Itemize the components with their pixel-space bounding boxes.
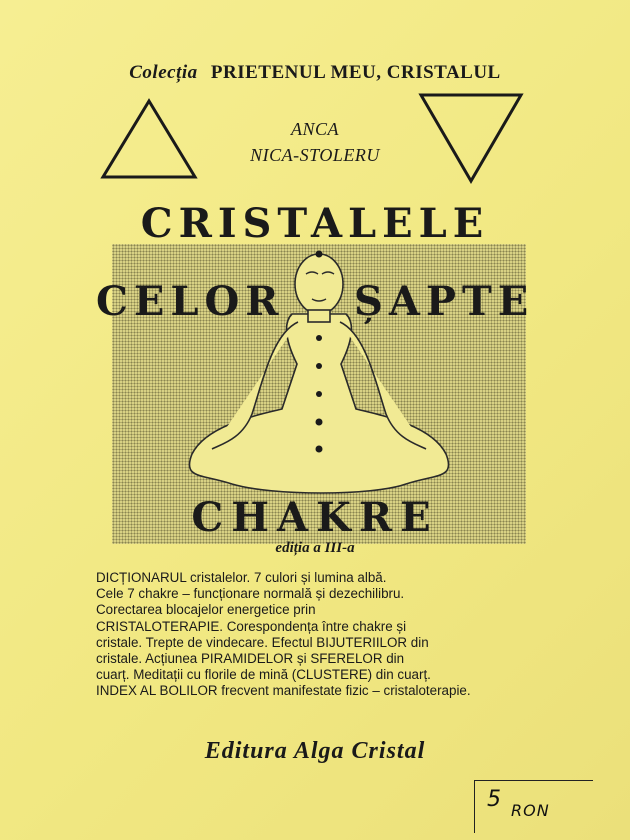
- description-line: INDEX AL BOLILOR frecvent manifestate fizic – cristaloterapie.: [96, 683, 471, 699]
- author-first: ANCA: [290, 119, 339, 139]
- author-name: [0, 116, 630, 168]
- author-last: NICA-STOLERU: [250, 145, 380, 165]
- description-line: Corectarea blocajelor energetice prin: [96, 602, 316, 618]
- title-line-3: CHAKRE: [191, 494, 439, 541]
- title-line-1: CRISTALELE: [140, 200, 490, 247]
- description-line: Cele 7 chakre – funcționare normală și dezechilibru.: [96, 586, 405, 602]
- publisher-name: Editura Alga Cristal: [204, 738, 426, 764]
- series-prefix: Colecția: [129, 62, 198, 83]
- title-word-celor: CELOR: [96, 278, 285, 325]
- description-text: [96, 570, 520, 700]
- description-line: cristale. Trepte de vindecare. Efectul BIJUTERIILOR din: [96, 634, 429, 650]
- description-line: cuarț. Meditații cu florile de mină (CLUSTERE) din cuarț.: [96, 667, 431, 683]
- title-word-sapte: ȘAPTE: [354, 278, 535, 325]
- description-line: CRISTALOTERAPIE. Corespondența între chakre și: [96, 618, 407, 634]
- price-currency: RON: [511, 801, 550, 820]
- series-name: PRIETENUL MEU, CRISTALUL: [210, 62, 501, 83]
- handwritten-price: [474, 780, 593, 833]
- description-line: DICȚIONARUL cristalelor. 7 culori și lumina albă.: [96, 570, 387, 585]
- edition-label: ediția a III-a: [275, 540, 355, 556]
- price-amount: 5: [487, 787, 501, 812]
- series-title: [0, 62, 630, 84]
- description-line: cristale. Acțiunea PIRAMIDELOR și SFERELOR din: [96, 651, 405, 667]
